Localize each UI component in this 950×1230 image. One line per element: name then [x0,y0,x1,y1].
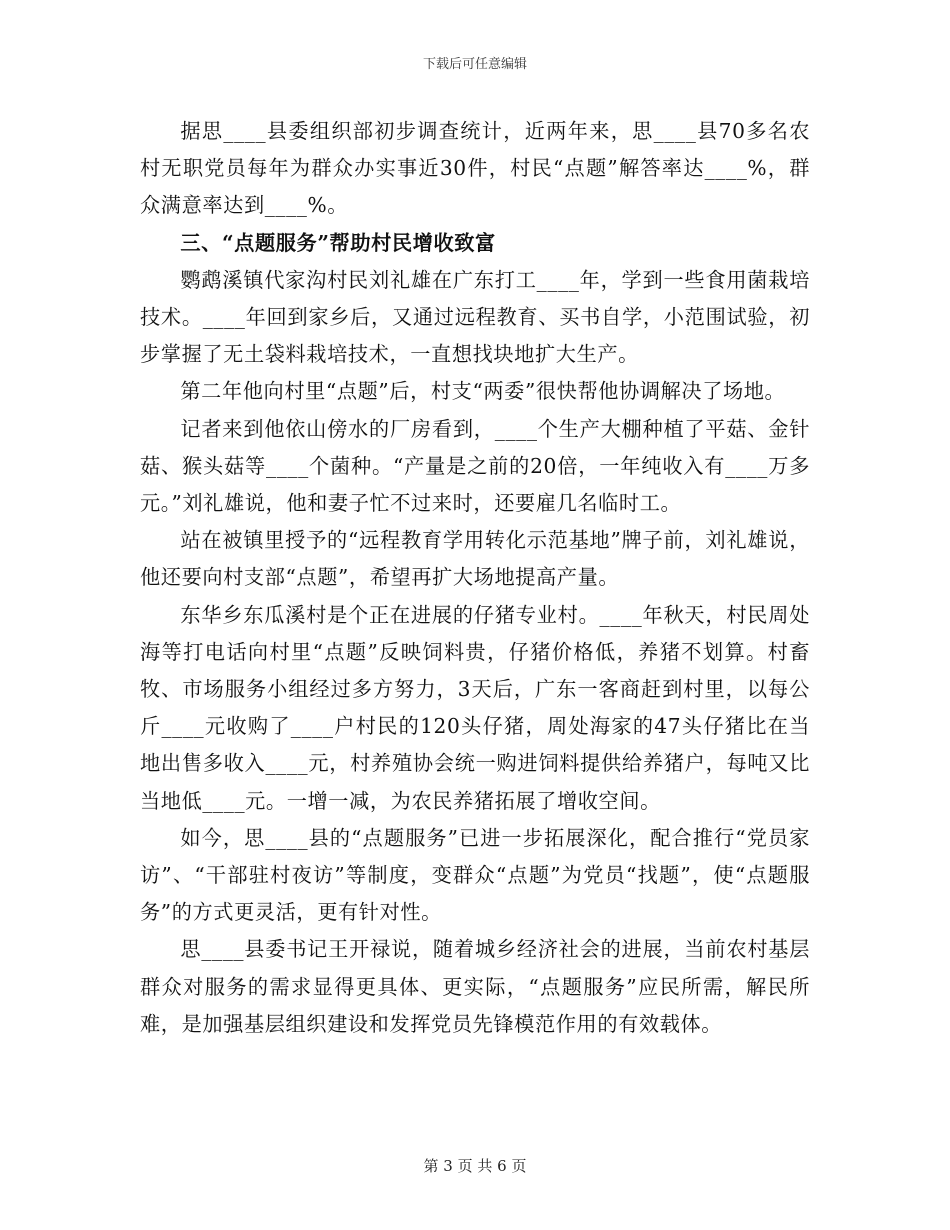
document-body [140,113,810,1043]
paragraph-second-year: 第二年他向村里“点题”后，村支“两委”很快帮他协调解决了场地。 [180,379,786,404]
paragraph-demonstration-base: 站在被镇里授予的“远程教育学用转化示范基地”牌子前，刘礼雄说，他还要向村支部“点题”，希望再扩大场地提高产量。 [140,528,810,590]
paragraph-secretary-quote: 思____县委书记王开禄说，随着城乡经济社会的进展，当前农村基层群众对服务的需求显得更具体、更实际，“点题服务”应民所需，解民所难，是加强基层组织建设和发挥党员先锋模范作用的有效载体。 [140,937,810,1036]
paragraph-service-deepening: 如今，思____县的“点题服务”已进一步拓展深化，配合推行“党员家访”、“干部驻村夜访”等制度，变群众“点题”为党员“找题”，使“点题服务”的方式更灵活，更有针对性。 [140,825,810,925]
paragraph-statistics: 据思____县委组织部初步调查统计，近两年来，思____县70多名农村无职党员每年为群众办实事近30件，村民“点题”解答率达____%，群众满意率达到____%。 [140,119,810,218]
page-header: 下载后可任意编辑 [422,57,527,72]
paragraph-reporter-visit: 记者来到他依山傍水的厂房看到，____个生产大棚种植了平菇、金针菇、猴头菇等____个菌种。“产量是之前的20倍，一年纯收入有____万多元。”刘礼雄说，他和妻子忙不过来时，还要雇几名临时工。 [140,416,810,516]
paragraph-donggua-village: 东华乡东瓜溪村是个正在进展的仔猪专业村。____年秋天，村民周处海等打电话向村里“点题”反映饲料贵，仔猪价格低，养猪不划算。村畜牧、市场服务小组经过多方努力，3天后，广东一客商赶到村里，以每公斤____元收购了____户村民的120头仔猪，周处海家的47头仔猪比在当地出售多收入____元，村养殖协会统一购进饲料提供给养猪户，每吨又比当地低____元。一增一减，为农民养猪拓展了增收空间。 [140,602,810,813]
page-footer: 第 3 页 共 6 页 [423,1157,527,1175]
paragraph-liu-lixiong-intro: 鹦鹉溪镇代家沟村民刘礼雄在广东打工____年，学到一些食用菌栽培技术。____年回到家乡后，又通过远程教育、买书自学，小范围试验，初步掌握了无土袋料栽培技术，一直想找块地扩大生产。 [140,267,810,367]
section-heading: 三、“点题服务”帮助村民增收致富 [180,230,496,255]
